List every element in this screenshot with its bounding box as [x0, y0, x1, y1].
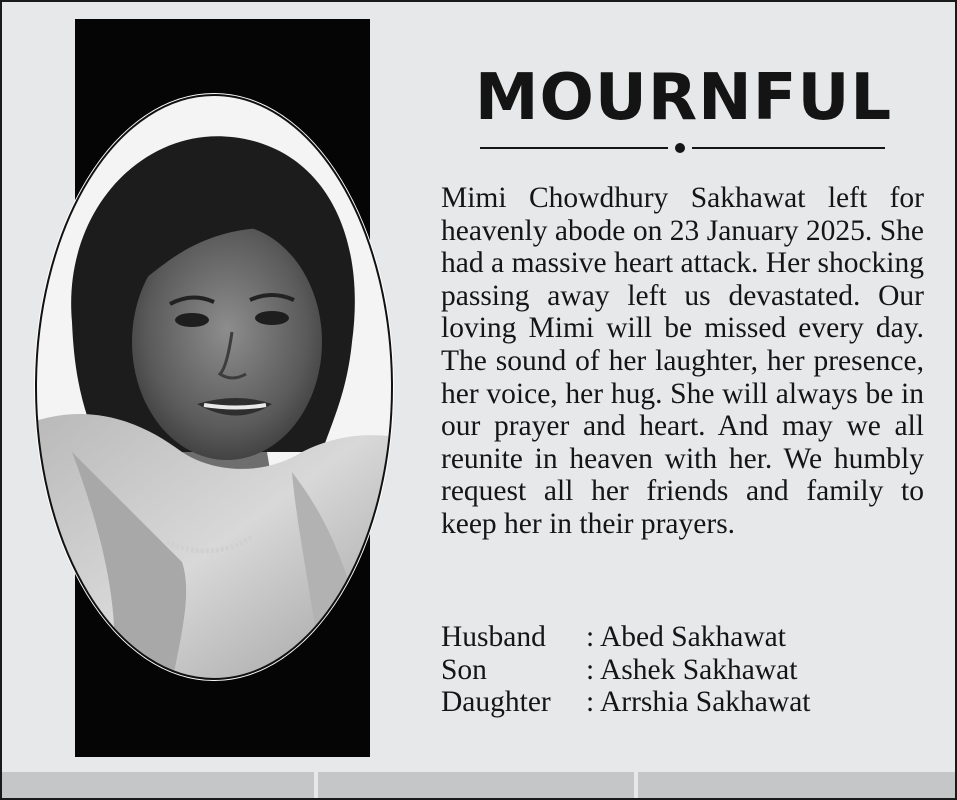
family-name: : Ashek Sakhawat — [586, 654, 797, 687]
family-list — [441, 621, 924, 719]
family-name: : Abed Sakhawat — [586, 621, 786, 654]
family-role: Daughter — [441, 686, 551, 718]
family-role: Son — [441, 653, 487, 686]
family-name: : Arrshia Sakhawat — [586, 686, 811, 719]
portrait-photo — [32, 92, 397, 682]
strip-segment — [638, 772, 955, 798]
strip-segment — [318, 772, 634, 798]
family-row-daughter — [441, 686, 924, 719]
bottom-strip — [2, 772, 955, 798]
family-row-husband — [441, 621, 924, 654]
title-divider — [480, 138, 885, 158]
family-role: Husband — [441, 621, 546, 653]
family-row-son — [441, 654, 924, 687]
notice-title: MOURNFUL — [474, 61, 893, 135]
notice-body: Mimi Chowdhury Sakhawat left for heavenly abode on 23 January 2025. She had a massive heart attack. Her shocking passing away left us devastated. Our loving Mimi will be missed every day. The sound of her laughter, her presence, her voice, her hug. She will always be in our prayer and heart. And may we all reunite in heaven with her. We humbly request all her friends and family to keep her in their prayers. — [441, 182, 924, 540]
strip-segment — [2, 772, 314, 798]
